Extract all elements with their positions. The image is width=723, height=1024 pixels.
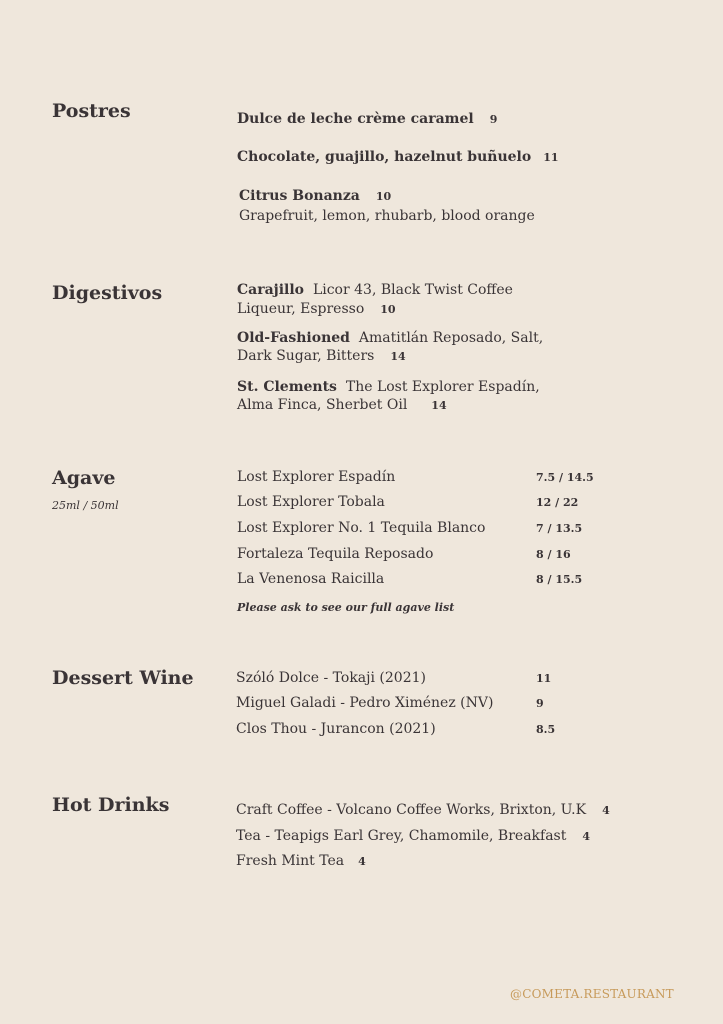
menu-item-line2 (237, 300, 396, 319)
item-price: 7 / 13.5 (536, 522, 583, 535)
item-name: Citrus Bonanza (239, 188, 360, 204)
item-name: Dulce de leche crème caramel (237, 111, 474, 127)
section-subtitle-agave: 25ml / 50ml (52, 499, 119, 512)
instagram-handle[interactable]: @COMETA.RESTAURANT (510, 987, 674, 1001)
menu-item (237, 378, 540, 397)
item-price: 4 (582, 830, 591, 843)
item-price: 9 (536, 697, 544, 710)
item-price: 11 (543, 151, 559, 164)
item-price: 10 (380, 303, 396, 316)
item-price: 8 / 16 (536, 548, 571, 561)
item-name: Fortaleza Tequila Reposado (237, 546, 434, 562)
menu-item (236, 827, 590, 846)
section-title-agave: Agave (52, 467, 116, 489)
section-title-digestivos: Digestivos (52, 282, 163, 304)
item-description: Licor 43, Black Twist Coffee (312, 282, 513, 298)
item-price: 14 (431, 399, 447, 412)
item-price: 4 (602, 804, 610, 817)
item-description: Grapefruit, lemon, rhubarb, blood orange (239, 208, 535, 224)
item-description: Alma Finca, Sherbet Oil (237, 397, 408, 413)
item-price: 12 / 22 (536, 496, 579, 509)
item-name: La Venenosa Raicilla (237, 571, 385, 587)
item-name: Carajillo (237, 282, 305, 298)
item-name: Lost Explorer Tobala (237, 494, 385, 510)
menu-item (237, 148, 559, 167)
menu-item (237, 110, 497, 129)
item-name: Old-Fashioned (237, 330, 350, 346)
item-description: Amatitlán Reposado, Salt, (358, 330, 544, 346)
item-price: 8 / 15.5 (536, 573, 583, 586)
menu-item (236, 852, 366, 871)
item-price: 11 (536, 672, 552, 685)
item-price: 14 (390, 350, 406, 363)
item-name: Fresh Mint Tea (236, 853, 345, 869)
item-name: Miguel Galadi - Pedro Ximénez (NV) (236, 695, 494, 711)
item-description: Liqueur, Espresso (237, 301, 365, 317)
menu-item-line2 (237, 347, 406, 366)
item-price: 7.5 / 14.5 (536, 471, 594, 484)
section-title-hot-drinks: Hot Drinks (52, 794, 170, 816)
item-description: Dark Sugar, Bitters (237, 348, 375, 364)
menu-item (237, 329, 543, 348)
item-name: Lost Explorer Espadín (237, 469, 396, 485)
item-name: Clos Thou - Jurancon (2021) (236, 721, 436, 737)
item-name: Tea - Teapigs Earl Grey, Chamomile, Breakfast (236, 828, 567, 844)
item-price: 4 (358, 855, 366, 868)
item-name: Craft Coffee - Volcano Coffee Works, Brixton, U.K (236, 802, 587, 818)
section-title-postres: Postres (52, 100, 131, 122)
agave-note: Please ask to see our full agave list (237, 601, 455, 614)
item-name: Szóló Dolce - Tokaji (2021) (236, 670, 426, 686)
item-name: St. Clements (237, 379, 337, 395)
item-name: Chocolate, guajillo, hazelnut buñuelo (237, 149, 532, 165)
item-description: The Lost Explorer Espadín, (345, 379, 540, 395)
item-price: 9 (489, 113, 498, 126)
menu-item-line2 (237, 396, 447, 415)
section-title-dessert-wine: Dessert Wine (52, 667, 194, 689)
item-name: Lost Explorer No. 1 Tequila Blanco (237, 520, 486, 536)
menu-item (239, 187, 391, 206)
item-price: 10 (375, 190, 392, 203)
item-price: 8.5 (536, 723, 556, 736)
menu-item (237, 281, 513, 300)
menu-item (236, 801, 610, 820)
